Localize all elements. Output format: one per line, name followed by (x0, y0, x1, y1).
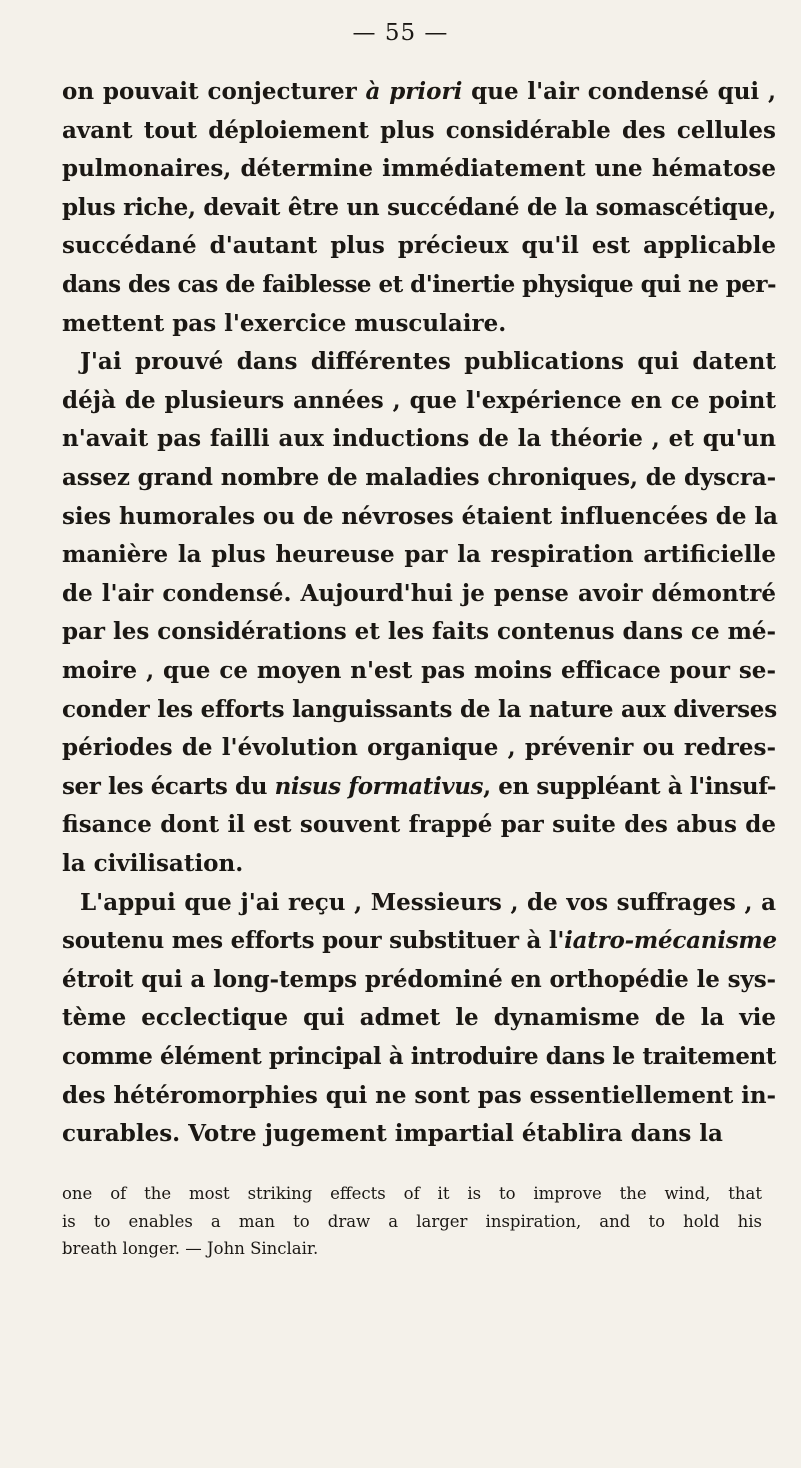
text-segment: on pouvait conjecturer (62, 78, 366, 105)
text-segment: L'appui que j'ai reçu , Messieurs , de vos suffrages , a (80, 888, 776, 916)
text-line (62, 386, 776, 414)
footnote-line (62, 1211, 762, 1231)
text-segment: fisance dont il est souvent frappé par suite des abus de (62, 811, 776, 839)
text-line (62, 273, 776, 296)
text-segment: breath longer. — John Sinclair. (62, 1239, 319, 1258)
text-line (62, 659, 776, 682)
italic-phrase: à priori (365, 78, 463, 105)
text-segment: étroit qui a long-temps prédominé en orthopédie le sys- (62, 965, 776, 993)
text-line (62, 579, 776, 607)
text-line (62, 232, 776, 260)
text-segment: dans des cas de faiblesse et d'inertie physique qui ne per- (62, 271, 776, 298)
text-segment: moire , que ce moyen n'est pas moins efficace pour se- (62, 657, 776, 684)
text-segment: pulmonaires, détermine immédiatement une hématose (62, 155, 776, 183)
text-segment: des hétéromorphies qui ne sont pas essentiellement in- (62, 1081, 776, 1109)
text-line (62, 734, 776, 762)
text-line (62, 309, 507, 337)
text-line (62, 116, 776, 144)
text-segment: one of the most striking effects of it is to improve the wind, that (62, 1184, 762, 1203)
text-segment: périodes de l'évolution organique , prévenir ou redres- (62, 734, 776, 762)
text-line (62, 1081, 776, 1109)
text-line (62, 695, 777, 723)
text-segment: mettent pas l'exercice musculaire. (62, 309, 507, 337)
text-line (62, 1004, 776, 1032)
text-segment: plus riche, devait être un succédané de la somascétique, (62, 193, 776, 221)
text-line (62, 155, 776, 183)
text-segment: ser les écarts du (62, 772, 275, 800)
text-segment: avant tout déploiement plus considérable des cellules (62, 116, 776, 144)
text-segment: la civilisation. (62, 850, 244, 877)
text-line (62, 193, 776, 221)
italic-phrase: iatro-mécanisme (564, 927, 777, 955)
text-line (62, 618, 776, 646)
text-segment: soutenu mes efforts pour substituer à l' (62, 927, 565, 955)
text-segment: assez grand nombre de maladies chroniques, de dyscra- (62, 464, 776, 491)
text-segment: par les considérations et les faits contenus dans ce mé- (62, 618, 776, 646)
text-line (80, 888, 776, 916)
text-line (62, 1045, 776, 1068)
text-line (62, 466, 776, 489)
text-segment: manière la plus heureuse par la respiration artificielle (62, 541, 776, 569)
text-segment: déjà de plusieurs années , que l'expérience en ce point (62, 386, 776, 414)
text-segment: tème ecclectique qui admet le dynamisme de la vie (62, 1004, 776, 1032)
text-segment: succédané d'autant plus précieux qu'il est applicable (62, 232, 776, 260)
footnote-line (62, 1241, 318, 1258)
text-segment: comme élément principal à introduire dans le traitement (62, 1043, 776, 1070)
text-line (62, 965, 776, 993)
text-line (62, 852, 243, 875)
text-segment: de l'air condensé. Aujourd'hui je pense avoir démontré (62, 579, 776, 607)
text-line (80, 348, 776, 376)
text-segment: conder les efforts languissants de la nature aux diverses (62, 695, 777, 723)
text-line (62, 772, 776, 800)
text-segment: is to enables a man to draw a larger inspiration, and to hold his (62, 1211, 762, 1231)
text-segment: que l'air condensé qui , (462, 78, 776, 105)
page-number: — 55 — (352, 20, 449, 46)
text-line (62, 811, 776, 839)
text-line (62, 1120, 723, 1148)
text-line (62, 541, 776, 569)
text-line (62, 927, 777, 955)
text-segment: , en suppléant à l'insuf- (483, 772, 776, 800)
italic-phrase: nisus formativus (274, 772, 484, 800)
text-segment: curables. Votre jugement impartial établira dans la (62, 1120, 723, 1148)
text-line (62, 425, 776, 453)
text-segment: n'avait pas failli aux inductions de la théorie , et qu'un (62, 425, 776, 453)
text-line (62, 502, 778, 530)
text-segment: J'ai prouvé dans différentes publications qui datent (80, 348, 776, 376)
text-segment: sies humorales ou de névroses étaient influencées de la (62, 502, 778, 530)
footnote-line (62, 1186, 762, 1203)
text-line (62, 80, 776, 103)
